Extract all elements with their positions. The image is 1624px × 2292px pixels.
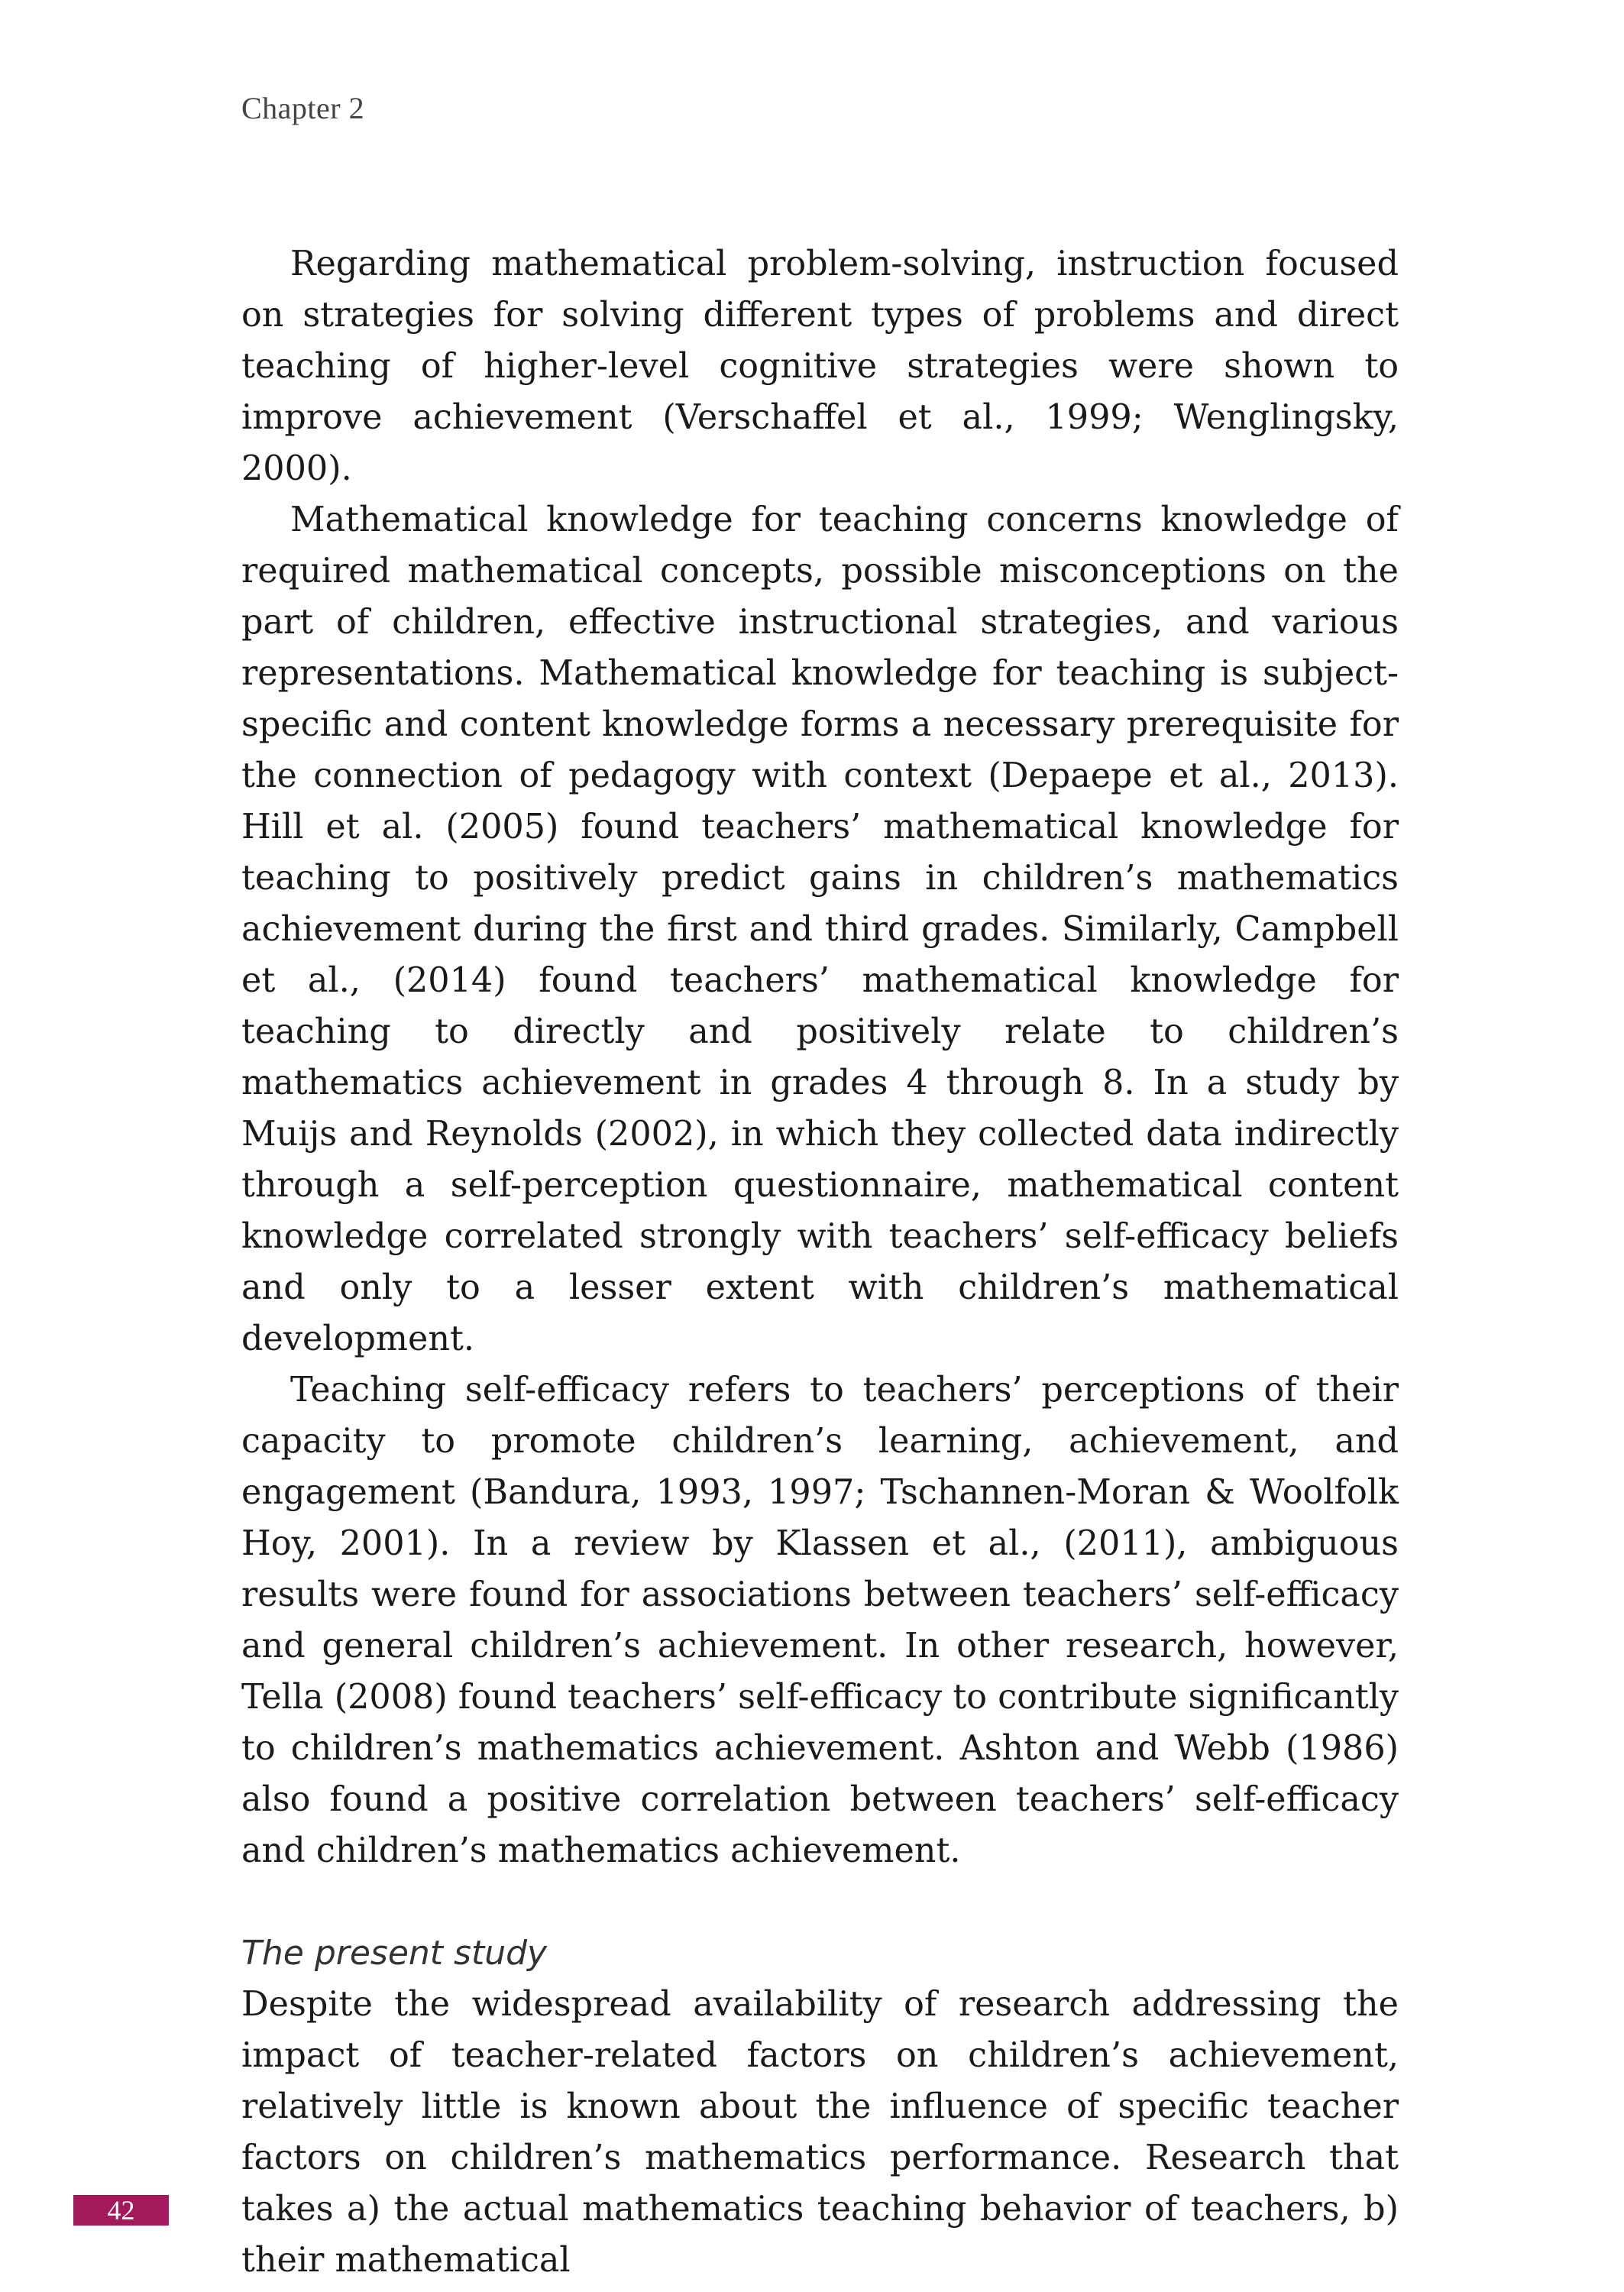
paragraph-mathematical-knowledge: Mathematical knowledge for teaching concerns knowledge of required mathematical concepts, possible misconceptions on the part of children, effective instructional strategies, and various representations. Mathematical knowledge for teaching is subject-specific and content knowledge forms a necessary prerequisite for the connection of pedagogy with context (Depaepe et al., 2013). Hill et al. (2005) found teachers’ mathematical knowledge for teaching to positively predict gains in children’s mathematics achievement during the first and third grades. Similarly, Campbell et al., (2014) found teachers’ mathematical knowledge for teaching to directly and positively relate to children’s mathematics achievement in grades 4 through 8. In a study by Muijs and Reynolds (2002), in which they collected data indirectly through a self-perception questionnaire, mathematical content knowledge correlated strongly with teachers’ self-efficacy beliefs and only to a lesser extent with children’s mathematical development. [241,500,1399,1358]
section-heading: The present study [241,1934,548,1973]
paragraph-problem-solving: Regarding mathematical problem-solving, instruction focused on strategies for solving different types of problems and direct teaching of higher-level cognitive strategies were shown to improve achievement (Verschaffel et al., 1999; Wenglingsky, 2000). [241,244,1399,488]
paragraph-self-efficacy: Teaching self-efficacy refers to teachers’ perceptions of their capacity to promote children’s learning, achievement, and engagement (Bandura, 1993, 1997; Tschannen-Moran & Woolfolk Hoy, 2001). In a review by Klassen et al., (2011), ambiguous results were found for associations between teachers’ self-efficacy and general children’s achievement. In other research, however, Tella (2008) found teachers’ self-efficacy to contribute significantly to children’s mathematics achievement. Ashton and Webb (1986) also found a positive correlation between teachers’ self-efficacy and children’s mathematics achievement. [241,1371,1399,1870]
running-header: Chapter 2 [241,91,365,125]
paragraph-present-study: Despite the widespread availability of research addressing the impact of teacher-related factors on children’s achievement, relatively little is known about the influence of specific teacher factors on children’s mathematics performance. Research that takes a) the actual mathematics teaching behavior of teachers, b) their mathematical [241,1985,1399,2280]
page-number: 42 [73,2195,169,2226]
main-text [241,238,1399,2286]
